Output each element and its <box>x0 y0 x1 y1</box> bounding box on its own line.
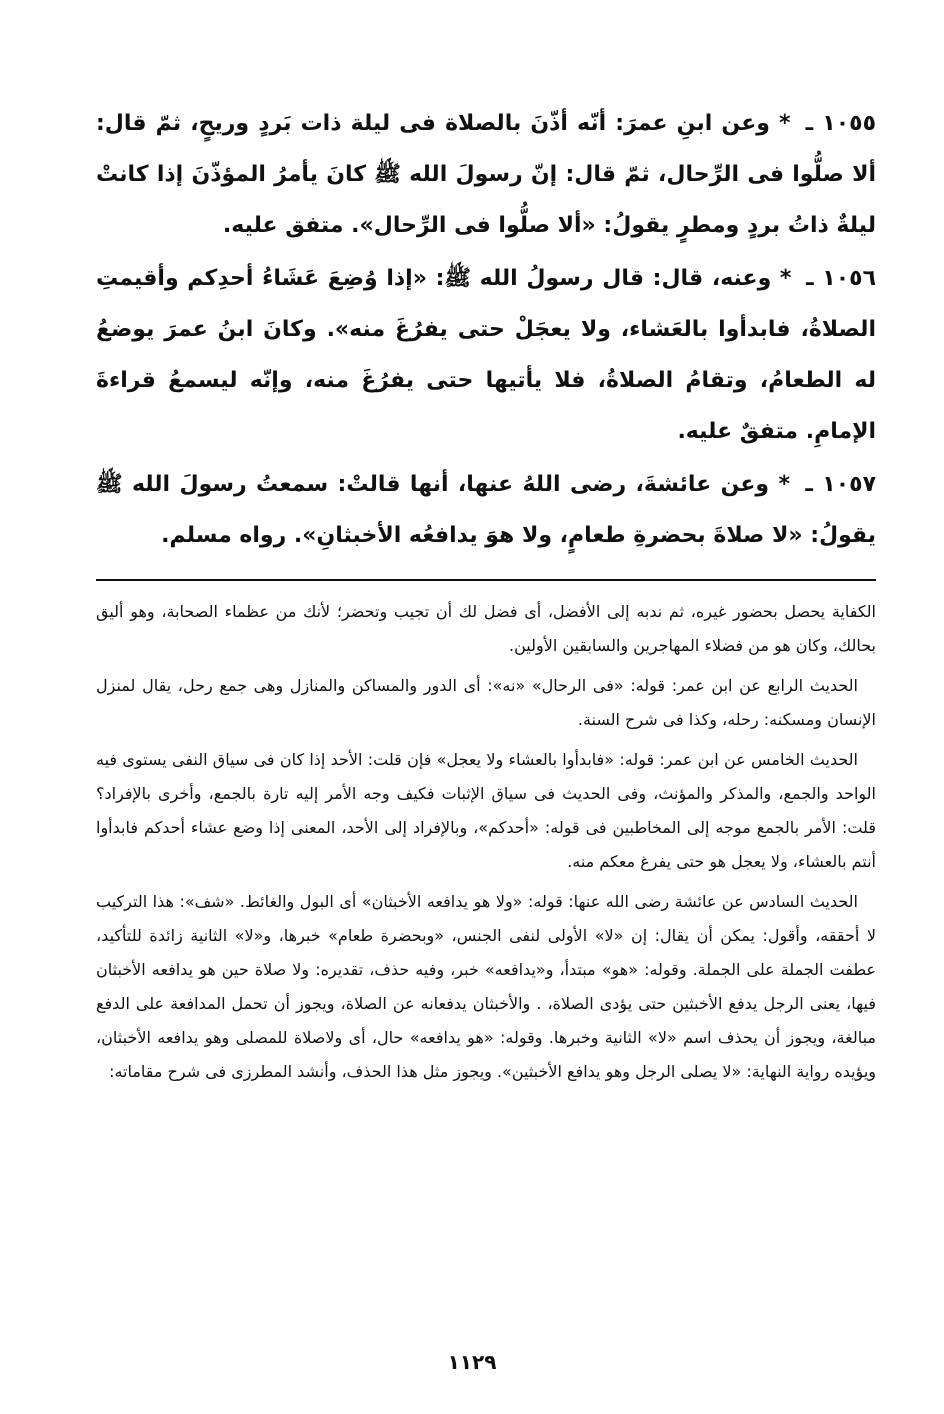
commentary-paragraph: الحديث الرابع عن ابن عمر: قوله: «فى الرحال» «نه»: أى الدور والمساكن والمنازل وهى جمع رحل، يقال لمنزل الإنسان ومسكنه: رحله، وكذا فى شرح السنة. <box>96 676 876 729</box>
hadith-text: * وعن ابنِ عمرَ: أنّه أذّنَ بالصلاة فى ليلة ذات بَردٍ وريحٍ، ثمّ قال: ألا صلُّوا فى الرِّحال، ثمّ قال: إنّ رسولَ الله ﷺ كانَ يأمرُ المؤذّنَ إذا كانتْ ليلةٌ ذاتُ بردٍ ومطرٍ يقولُ: «ألا صلُّوا فى الرِّحال». متفق عليه. <box>96 111 876 238</box>
footnote-divider <box>96 579 876 581</box>
hadith-text: * وعنه، قال: قال رسولُ الله ﷺ: «إذا وُضِعَ عَشَاءُ أحدِكم وأقيمتِ الصلاةُ، فابدأوا بالعَشاء، ولا يعجَلْ حتى يفرُغَ منه». وكانَ ابنُ عمرَ يوضعُ له الطعامُ، وتقامُ الصلاةُ، فلا يأتيها حتى يفرُغَ منه، وإنّه ليسمعُ قراءةَ الإمامِ. متفقٌ عليه. <box>96 266 876 444</box>
commentary-paragraph: الحديث السادس عن عائشة رضى الله عنها: قوله: «ولا هو يدافعه الأخبثان» أى البول والغائط. «شف»: هذا التركيب لا أحققه، وأقول: يمكن أن يقال: إن «لا» الأولى لنفى الجنس، «وبحضرة طعام» خبرها، و«لا» الثانية زائدة للتأكيد، عطفت الجملة على الجملة. وقوله: «هو» مبتدأ، و«يدافعه» خبر، وفيه حذف، تقديره: ولا صلاة حين هو يدافعه الأخبثان فيها، يعنى الرجل يدفع الأخبثين حتى يؤدى الصلاة، . والأخبثان يدفعانه عن الصلاة، ويجوز أن تحمل المدافعة على الدفع مبالغة، ويجوز أن يحذف اسم «لا» الثانية وخبرها. وقوله: «هو يدافعه» حال، أى ولاصلاة للمصلى وهو يدافعه الأخبثان، ويؤيده رواية النهاية: «لا يصلى الرجل وهو يدافع الأخبثين». ويجوز مثل هذا الحذف، وأنشد المطرزى فى شرح مقاماته: <box>96 892 876 1081</box>
hadith-1056 <box>96 253 876 457</box>
hadith-text: * وعن عائشةَ، رضى اللهُ عنها، أنها قالتْ: سمعتُ رسولَ الله ﷺ يقولُ: «لا صلاةَ بحضرةِ طعامٍ، ولا هوَ يدافعُه الأخبثانِ». رواه مسلم. <box>96 472 876 548</box>
hadith-number: ١٠٥٥ ـ <box>805 111 876 136</box>
commentary-paragraph: الكفاية يحصل بحضور غيره، ثم ندبه إلى الأفضل، أى فضل لك أن تجيب وتحضر؛ لأنك من عظماء الصحابة، وهو أليق بحالك، وكان هو من فضلاء المهاجرين والسابقين الأولين. <box>96 602 876 655</box>
hadith-1057 <box>96 459 876 561</box>
hadith-number: ١٠٥٦ ـ <box>806 266 876 291</box>
hadith-1055 <box>96 98 876 251</box>
page-number: ١١٢٩ <box>447 1350 497 1374</box>
commentary-paragraph: الحديث الخامس عن ابن عمر: قوله: «فابدأوا بالعشاء ولا يعجل» فإن قلت: الأحد إذا كان فى سياق النفى يستوى فيه الواحد والجمع، والمذكر والمؤنث، وفى الحديث فى سياق الإثبات فكيف وجه الأمر إليه تارة بالجمع، وأخرى بالإفراد؟ قلت: الأمر بالجمع موجه إلى المخاطبين فى قوله: «أحدكم»، وبالإفراد إلى الأحد، المعنى إذا وضع عشاء أحدكم فابدأوا أنتم بالعشاء، ولا يعجل هو حتى يفرغ معكم منه. <box>96 750 876 871</box>
hadith-number: ١٠٥٧ ـ <box>805 472 876 497</box>
page-body <box>96 98 876 1378</box>
